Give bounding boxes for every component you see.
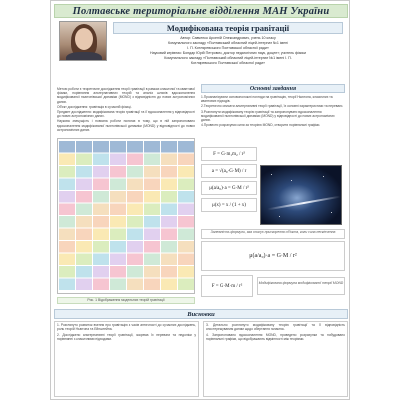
table-cell <box>127 241 143 253</box>
table-cell <box>110 191 126 203</box>
conclusion-item: 1. Розглянуто розвиток вчення про гравітацію з часів античності до сучасних досліджень, роль теорій Ньютона та Ейнштейна. <box>57 323 196 332</box>
table-cell <box>178 279 194 291</box>
table-cell <box>178 191 194 203</box>
formula-box-1 <box>201 147 257 161</box>
table-cell <box>93 166 109 178</box>
tasks-list <box>201 95 345 128</box>
table-cell <box>127 229 143 241</box>
task-item: 4.Провести розрахунки сили за теорією MOND, створити порівняльні графіки. <box>201 123 321 128</box>
star <box>271 174 272 175</box>
table-cell <box>161 141 177 153</box>
table-cell <box>93 141 109 153</box>
conclusion-item: 4. Запропоновано вдосконалення MOND, проведено розрахунки та побудовано порівняльні графіки, що відображають відмінності між теоріями. <box>206 332 345 341</box>
table-cell <box>127 141 143 153</box>
photo-face <box>75 28 93 50</box>
table-cell <box>76 241 92 253</box>
table-cell <box>76 229 92 241</box>
table-cell <box>178 141 194 153</box>
table-cell <box>59 166 75 178</box>
table-cell <box>76 191 92 203</box>
intro-paragraph: Наукова значущість і новизна роботи полягає в тому, що в ній запропоновано вдосконалення модифікованої ньютонівської динаміки (MOND) у відповідності до нових астрономічних даних. <box>57 119 195 132</box>
task-item: 1.Проаналізувати основоположні погляди на гравітацію, теорії Ньютона, класичних та квантових підходів. <box>201 95 333 104</box>
table-cell <box>110 154 126 166</box>
formula-text: F = G·M·m / r² <box>211 283 243 289</box>
table-cell <box>178 266 194 278</box>
table-cell <box>161 216 177 228</box>
intro-text <box>57 87 195 133</box>
table-cell <box>161 204 177 216</box>
table-cell <box>93 279 109 291</box>
table-cell <box>161 241 177 253</box>
light-beam <box>267 196 340 210</box>
table-cell <box>93 254 109 266</box>
table-cell <box>110 266 126 278</box>
formula-text: a = √(a₀·G·M) / r <box>211 168 247 174</box>
intro-paragraph: Метою роботи є теоретичне дослідження теорії гравітації в рамках класичної та квантової фізики, порівняння альтернативних теорій та аналіз шляхів вдосконалення модифікованої ньютонівської динаміки (MOND) з відповідністю до нових астрономічних даних. <box>57 87 195 104</box>
conclusions-heading: Висновки <box>187 310 215 318</box>
table-cell <box>76 279 92 291</box>
table-cell <box>161 166 177 178</box>
table-cell <box>127 191 143 203</box>
table-cell <box>93 154 109 166</box>
subtitle-box <box>113 22 343 34</box>
table-cell <box>178 241 194 253</box>
table-cell <box>161 254 177 266</box>
table-cell <box>127 216 143 228</box>
table-cell <box>127 279 143 291</box>
poster-banner <box>54 4 348 18</box>
table-cell <box>59 229 75 241</box>
tasks-heading-box <box>201 84 345 93</box>
table-cell <box>127 179 143 191</box>
table-cell <box>76 204 92 216</box>
table-cell <box>144 241 160 253</box>
table-cell <box>161 266 177 278</box>
table-cell <box>76 266 92 278</box>
table-cell <box>76 216 92 228</box>
table-cell <box>144 154 160 166</box>
table-cell <box>93 179 109 191</box>
table-cell <box>127 254 143 266</box>
table-cell <box>161 179 177 191</box>
table-cell <box>110 166 126 178</box>
mond-note: Модифікована формула модифікованої теорії MOND <box>257 277 345 295</box>
table-cell <box>178 229 194 241</box>
author-line: Комунального закладу «Полтавський обласний ліцей-інтернат №1 імені І. П. <box>164 56 292 60</box>
poster-title: Полтавське територіальне відділення МАН України <box>72 5 330 17</box>
table-cell <box>76 141 92 153</box>
formula-note: Залежність формули, яка описує прискорення об'єкта, коли сила нескінченна <box>201 229 345 239</box>
photo-body <box>66 52 102 61</box>
author-line: Автор: Савченко Арсеній Олександрович, учень 10 класу <box>180 36 276 40</box>
figure-caption: Рис. 1 Відображення модельних теорій гравітації <box>57 297 195 304</box>
table-cell <box>59 191 75 203</box>
author-line: Котляревського Полтавської обласної ради» <box>190 61 266 65</box>
table-cell <box>59 204 75 216</box>
table-cell <box>127 266 143 278</box>
formula-box-2 <box>201 164 257 178</box>
table-cell <box>144 141 160 153</box>
table-cell <box>59 279 75 291</box>
formula-box-4 <box>201 198 257 212</box>
table-cell <box>178 179 194 191</box>
formula-mond <box>201 241 345 271</box>
task-item: 2.Теоретично описати альтернативні теорії гравітації, їх основні характеристики та переваги. <box>201 104 344 109</box>
table-cell <box>144 279 160 291</box>
star <box>291 180 292 181</box>
table-cell <box>110 204 126 216</box>
authors-block <box>113 36 343 66</box>
conclusions-heading-box <box>54 309 348 319</box>
table-cell <box>110 279 126 291</box>
table-cell <box>110 241 126 253</box>
star <box>323 176 324 177</box>
formula-text: μ(a/a₀)·a = G·M / r² <box>249 253 297 259</box>
formula-box-3 <box>201 181 257 195</box>
table-cell <box>93 241 109 253</box>
conclusion-item: 2. Досліджено альтернативні теорії гравітації, зокрема їх переваги та недоліки у порівнянні з класичними підходами. <box>57 332 196 341</box>
table-cell <box>178 254 194 266</box>
table-cell <box>178 166 194 178</box>
intro-paragraph: Об'єкт дослідження: гравітація в сучасній фізиці. <box>57 104 132 109</box>
table-cell <box>93 266 109 278</box>
table-cell <box>144 216 160 228</box>
poster <box>50 0 350 400</box>
conclusion-card <box>203 321 348 397</box>
conclusion-item: 3. Детально розглянуто модифіковану теорію гравітації та її відповідність спостережуваним даним щодо обертання галактик. <box>206 323 345 332</box>
poster-subtitle: Модифікована теорія гравітації <box>166 23 290 33</box>
table-cell <box>178 154 194 166</box>
conclusion-card <box>54 321 199 397</box>
table-cell <box>144 204 160 216</box>
table-cell <box>59 141 75 153</box>
table-cell <box>161 154 177 166</box>
table-cell <box>161 229 177 241</box>
table-cell <box>93 216 109 228</box>
formula-text: μ(x) = x / (1 + x) <box>212 202 246 208</box>
table-cell <box>59 216 75 228</box>
galaxy-image <box>260 165 342 225</box>
table-cell <box>76 179 92 191</box>
table-cell <box>161 279 177 291</box>
table-cell <box>178 204 194 216</box>
author-line: Науковий керівник: Бондар Юрій Петрович, доктор педагогічних наук, доцент; учитель фізики <box>150 51 306 55</box>
table-cell <box>110 229 126 241</box>
author-photo <box>59 21 107 61</box>
theories-color-table <box>57 138 195 294</box>
table-cell <box>144 229 160 241</box>
table-cell <box>110 254 126 266</box>
table-cell <box>144 179 160 191</box>
tasks-heading: Основні завдання <box>249 85 297 92</box>
table-cell <box>144 166 160 178</box>
table-cell <box>93 229 109 241</box>
table-cell <box>161 191 177 203</box>
table-cell <box>110 179 126 191</box>
table-cell <box>127 166 143 178</box>
table-cell <box>59 241 75 253</box>
table-cell <box>110 216 126 228</box>
table-cell <box>127 154 143 166</box>
table-cell <box>59 266 75 278</box>
table-cell <box>76 154 92 166</box>
intro-paragraph: Предмет дослідження: модифікована теорія гравітації та її вдосконалення у відповідності до нових астрономічних даних. <box>57 110 195 119</box>
table-cell <box>76 254 92 266</box>
author-line: Комунального закладу «Полтавський обласний ліцей-інтернат №1 імені <box>168 41 288 45</box>
table-cell <box>76 166 92 178</box>
table-cell <box>127 204 143 216</box>
table-cell <box>93 204 109 216</box>
star <box>279 216 280 217</box>
table-cell <box>144 254 160 266</box>
formula-text: F = G·m₁m₂ / r² <box>213 151 245 157</box>
theories-color-table-graphic <box>58 139 194 293</box>
author-line: І. П. Котляревського Полтавської обласної ради» <box>187 46 269 50</box>
task-item: 3.Розглянути модифіковану теорію гравітації та запропонувати вдосконалення модифікованої ньютонівської динаміки (MOND) у відповідності до нових астрономічних даних. <box>201 109 335 123</box>
table-cell <box>59 179 75 191</box>
formula-text: μ(a/a₀)·a = G·M / r² <box>209 185 249 191</box>
table-cell <box>93 191 109 203</box>
table-cell <box>110 141 126 153</box>
table-cell <box>59 154 75 166</box>
table-cell <box>178 216 194 228</box>
table-cell <box>144 191 160 203</box>
table-cell <box>144 266 160 278</box>
star <box>331 212 332 213</box>
table-cell <box>59 254 75 266</box>
formula-small <box>201 275 253 297</box>
